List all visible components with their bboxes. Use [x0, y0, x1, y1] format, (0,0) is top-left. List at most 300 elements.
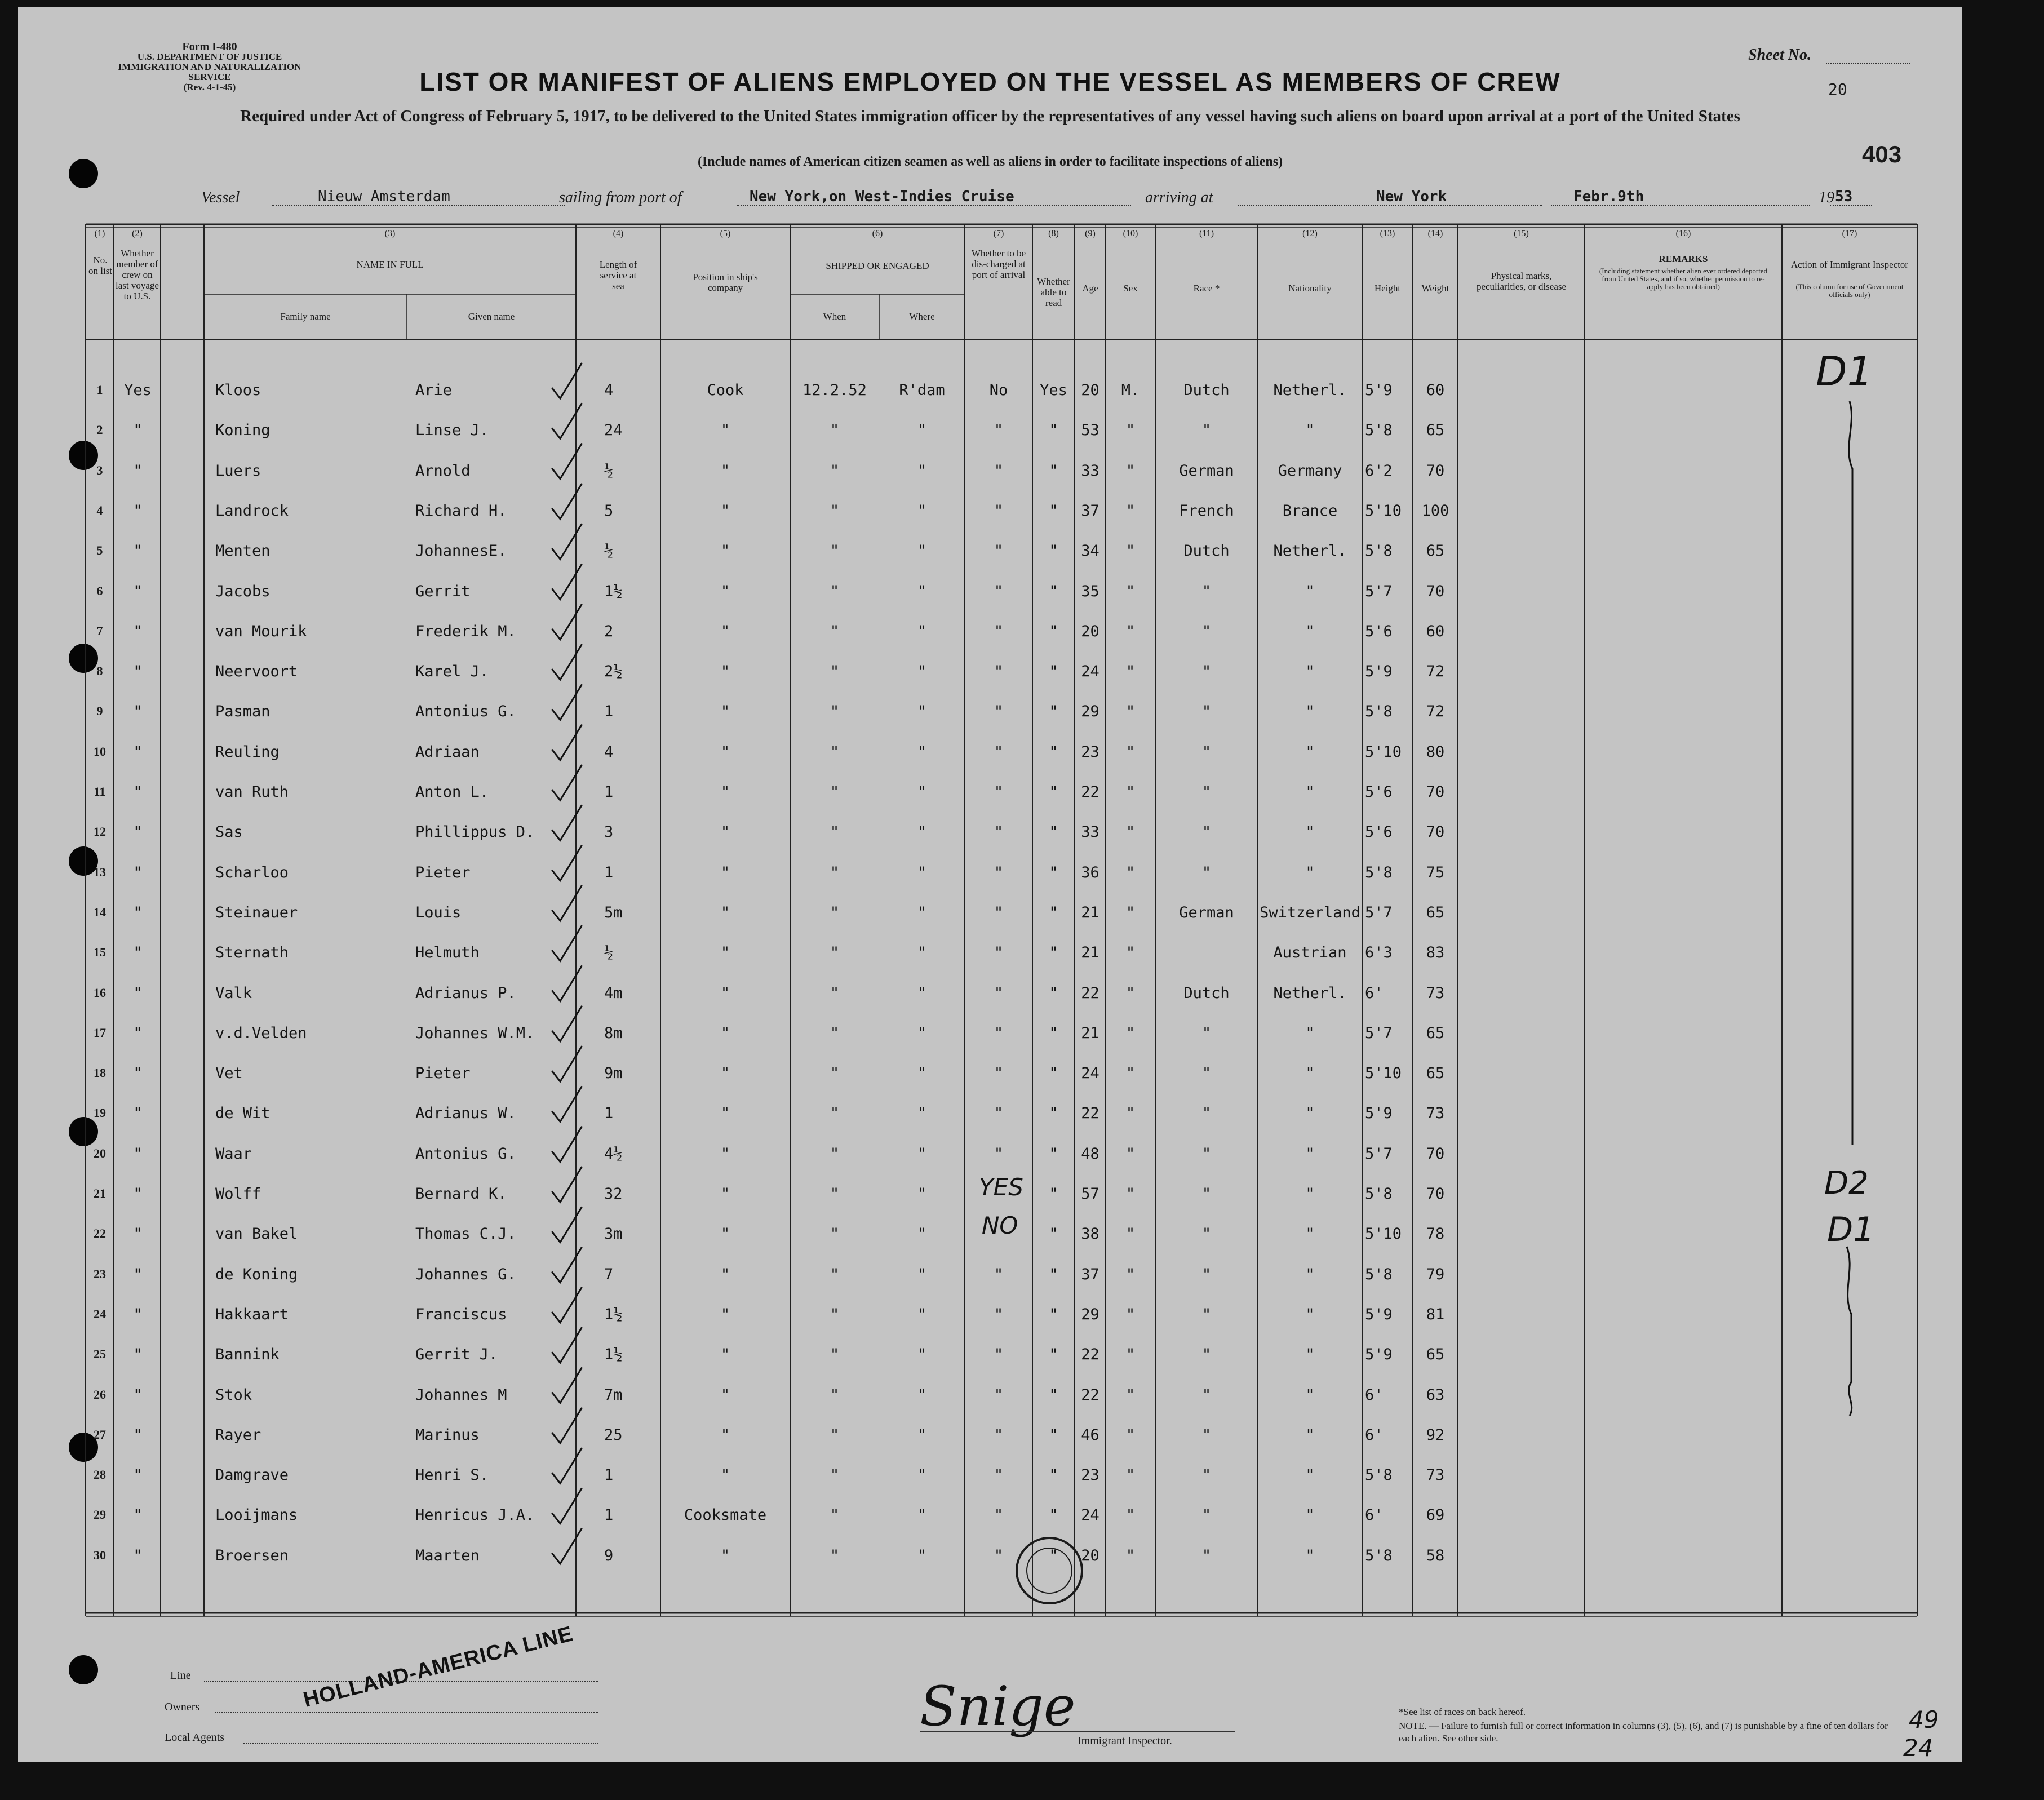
cell-prev-voyage: "	[133, 663, 143, 681]
cell-weight: 70	[1426, 1145, 1445, 1163]
cell-family-name: Damgrave	[215, 1466, 289, 1484]
cell-able-to-read: "	[1049, 1346, 1058, 1364]
cell-race: "	[1201, 663, 1212, 681]
vessel-label: Vessel	[201, 189, 240, 206]
col-17-header: Action of Immigrant Inspector	[1790, 259, 1909, 270]
cell-position: Cook	[707, 382, 744, 399]
cell-weight: 60	[1426, 382, 1445, 399]
cell-discharge: "	[994, 903, 1004, 921]
col-8-number: (8)	[1048, 229, 1059, 238]
col-6a-header: When	[823, 311, 846, 322]
cell-weight: 92	[1426, 1426, 1445, 1444]
cell-age: 57	[1081, 1185, 1099, 1203]
row-number: 5	[96, 543, 103, 558]
cell-discharge: "	[994, 944, 1004, 962]
col-16-number: (16)	[1675, 229, 1691, 238]
cell-height: 5'7	[1365, 1024, 1393, 1042]
cell-service-length: 5m	[604, 903, 623, 921]
cell-family-name: Broersen	[215, 1546, 289, 1564]
cell-height: 5'6	[1365, 783, 1393, 801]
row-number: 15	[94, 945, 106, 960]
cell-family-name: Scharloo	[215, 863, 289, 881]
cell-race: "	[1201, 1346, 1212, 1364]
cell-weight: 63	[1426, 1386, 1445, 1404]
cell-given-name: Adrianus W.	[415, 1105, 516, 1123]
cell-age: 37	[1081, 1265, 1099, 1283]
cell-position: "	[720, 1065, 730, 1083]
row-number: 23	[94, 1266, 106, 1281]
cell-family-name: van Mourik	[215, 622, 307, 640]
cell-nationality: "	[1305, 1145, 1315, 1163]
col-5-number: (5)	[720, 229, 731, 238]
cell-family-name: Looijmans	[215, 1506, 298, 1524]
cell-nationality: "	[1305, 1265, 1315, 1283]
vessel-name: Nieuw Amsterdam	[318, 188, 450, 205]
company-stamp: HOLLAND-AMERICA LINE	[301, 1622, 576, 1712]
cell-race: "	[1201, 422, 1212, 440]
cell-weight: 65	[1426, 1065, 1445, 1083]
cell-given-name: Linse J.	[415, 422, 489, 440]
cell-given-name: Phillippus D.	[415, 823, 535, 841]
cell-race: "	[1201, 1105, 1212, 1123]
cell-given-name: Louis	[415, 903, 462, 921]
cell-prev-voyage: "	[133, 1024, 143, 1042]
cell-nationality: "	[1305, 1065, 1315, 1083]
row-number: 7	[96, 623, 103, 638]
cell-race: "	[1201, 1506, 1212, 1524]
cell-race: "	[1201, 1185, 1212, 1203]
cell-race: "	[1201, 703, 1212, 721]
cell-shipped-where: "	[917, 1265, 927, 1283]
cell-prev-voyage: "	[133, 1386, 143, 1404]
check-mark	[552, 846, 582, 881]
cell-given-name: Arie	[415, 382, 453, 399]
cell-discharge: "	[994, 622, 1004, 640]
check-mark	[552, 524, 582, 559]
cell-shipped-when: "	[830, 422, 840, 440]
cell-position: "	[720, 1265, 730, 1283]
cell-discharge: "	[994, 462, 1004, 480]
check-mark	[552, 765, 582, 800]
check-mark	[552, 363, 582, 398]
row-number: 22	[94, 1226, 106, 1241]
check-mark	[552, 404, 582, 438]
cell-position: "	[720, 1305, 730, 1323]
handwritten-d2: D2	[1824, 1165, 1869, 1202]
col-6-header: SHIPPED OR ENGAGED	[826, 260, 929, 271]
col-10-number: (10)	[1123, 229, 1138, 238]
cell-nationality: "	[1305, 1225, 1315, 1243]
cell-height: 5'9	[1365, 663, 1393, 681]
cell-position: "	[720, 502, 730, 520]
check-mark	[552, 1328, 582, 1363]
col-3b-header: Given name	[468, 311, 515, 322]
cell-service-length: 3	[604, 823, 614, 841]
row-number: 10	[94, 744, 106, 759]
col-7-header: Whether to be dis-charged at port of arrival	[971, 248, 1026, 280]
handwritten-no: NO	[982, 1212, 1018, 1239]
cell-shipped-when: "	[830, 542, 840, 560]
cell-family-name: Stok	[215, 1386, 252, 1404]
cell-service-length: 4	[604, 743, 614, 761]
races-note: *See list of races on back hereof.	[1399, 1706, 1526, 1717]
row-number: 14	[94, 905, 106, 919]
cell-race: "	[1201, 823, 1212, 841]
cell-race: French	[1179, 502, 1234, 520]
cell-service-length: 8m	[604, 1024, 623, 1042]
col-1-header: No. on list	[88, 255, 113, 276]
cell-service-length: 1	[604, 783, 614, 801]
cell-position: "	[720, 542, 730, 560]
col-15-number: (15)	[1514, 229, 1529, 238]
cell-discharge: "	[994, 1546, 1004, 1564]
cell-able-to-read: "	[1049, 1065, 1058, 1083]
cell-family-name: Wolff	[215, 1185, 261, 1203]
cell-prev-voyage: "	[133, 1065, 143, 1083]
cell-race: "	[1201, 1466, 1212, 1484]
cell-given-name: Henri S.	[415, 1466, 489, 1484]
cell-able-to-read: "	[1049, 1185, 1058, 1203]
cell-able-to-read: "	[1049, 1466, 1058, 1484]
cell-family-name: Luers	[215, 462, 261, 480]
cell-weight: 72	[1426, 703, 1445, 721]
cell-position: "	[720, 1346, 730, 1364]
col-1-number: (1)	[94, 229, 105, 238]
cell-discharge: "	[994, 863, 1004, 881]
cell-service-length: 1	[604, 1105, 614, 1123]
cell-weight: 60	[1426, 622, 1445, 640]
row-number: 13	[94, 864, 106, 879]
cell-age: 29	[1081, 1305, 1099, 1323]
cell-position: "	[720, 863, 730, 881]
cell-discharge: "	[994, 1105, 1004, 1123]
cell-family-name: Landrock	[215, 502, 289, 520]
cell-position: "	[720, 984, 730, 1002]
cell-prev-voyage: "	[133, 422, 143, 440]
cell-race: German	[1179, 462, 1234, 480]
cell-position: "	[720, 1546, 730, 1564]
inspector-label: Immigrant Inspector.	[1078, 1735, 1172, 1747]
cell-nationality: "	[1305, 1466, 1315, 1484]
col-12-header: Nationality	[1288, 283, 1332, 294]
check-mark	[552, 1448, 582, 1483]
cell-race: German	[1179, 903, 1234, 921]
cell-height: 5'9	[1365, 1305, 1393, 1323]
cell-sex: "	[1125, 823, 1136, 841]
cell-shipped-where: "	[917, 1426, 927, 1444]
cell-position: "	[720, 944, 730, 962]
cell-discharge: "	[994, 703, 1004, 721]
cell-nationality: Germany	[1278, 462, 1342, 480]
cell-shipped-when: "	[830, 1024, 840, 1042]
check-mark	[552, 886, 582, 921]
cell-sex: "	[1125, 422, 1136, 440]
cell-age: 33	[1081, 823, 1099, 841]
row-number: 17	[94, 1025, 106, 1040]
penalty-note-prefix: NOTE.	[1399, 1721, 1427, 1731]
cell-able-to-read: Yes	[1040, 382, 1067, 399]
cell-prev-voyage: "	[133, 1185, 143, 1203]
cell-prev-voyage: "	[133, 783, 143, 801]
cell-shipped-when: "	[830, 1546, 840, 1564]
cell-height: 6'3	[1365, 944, 1393, 962]
cell-given-name: Frederik M.	[415, 622, 516, 640]
cell-service-length: 9m	[604, 1065, 623, 1083]
cell-sex: "	[1125, 703, 1136, 721]
col-13-header: Height	[1374, 283, 1401, 294]
cell-family-name: Neervoort	[215, 663, 298, 681]
cell-given-name: Arnold	[415, 462, 471, 480]
cell-nationality: "	[1305, 823, 1315, 841]
cell-service-length: 5	[604, 502, 614, 520]
cell-prev-voyage: "	[133, 1225, 143, 1243]
cell-age: 34	[1081, 542, 1099, 560]
col-9-header: Age	[1082, 283, 1098, 294]
cell-given-name: Antonius G.	[415, 703, 516, 721]
col-7-number: (7)	[993, 229, 1004, 238]
cell-family-name: van Ruth	[215, 783, 289, 801]
cell-sex: "	[1125, 1265, 1136, 1283]
cell-height: 5'7	[1365, 582, 1393, 600]
cell-age: 36	[1081, 863, 1099, 881]
penalty-note	[1399, 1720, 1895, 1745]
cell-nationality: "	[1305, 1386, 1315, 1404]
subtitle-note: (Include names of American citizen seamen as well as aliens in order to facilitate inspections of aliens)	[697, 154, 1283, 169]
col-6-number: (6)	[872, 229, 883, 238]
cell-race: "	[1201, 1145, 1212, 1163]
cell-given-name: Antonius G.	[415, 1145, 516, 1163]
arrival-date: Febr.9th	[1573, 188, 1644, 205]
row-number: 21	[94, 1186, 106, 1200]
manifest-page	[18, 7, 1962, 1762]
cell-weight: 65	[1426, 1346, 1445, 1364]
cell-able-to-read: "	[1049, 622, 1058, 640]
cell-nationality: "	[1305, 743, 1315, 761]
cell-given-name: Bernard K.	[415, 1185, 507, 1203]
cell-shipped-where: "	[917, 582, 927, 600]
cell-age: 20	[1081, 382, 1099, 399]
cell-discharge: "	[994, 1265, 1004, 1283]
cell-family-name: Bannink	[215, 1346, 280, 1364]
cell-discharge: "	[994, 1024, 1004, 1042]
cell-weight: 80	[1426, 743, 1445, 761]
cell-shipped-when: "	[830, 1105, 840, 1123]
cell-height: 5'8	[1365, 422, 1393, 440]
cell-service-length: 1½	[604, 582, 623, 600]
cell-able-to-read: "	[1049, 1145, 1058, 1163]
cell-weight: 81	[1426, 1305, 1445, 1323]
cell-shipped-where: "	[917, 944, 927, 962]
cell-given-name: JohannesE.	[415, 542, 507, 560]
cell-position: "	[720, 1225, 730, 1243]
cell-given-name: Helmuth	[415, 944, 480, 962]
col-16-subheader: (Including statement whether alien ever ordered deported from United States, and if so, whether permission to re-apply has been obtained)	[1599, 267, 1768, 291]
row-number: 3	[96, 463, 103, 477]
check-mark	[552, 1248, 582, 1283]
cell-shipped-where: "	[917, 1546, 927, 1564]
cell-prev-voyage: "	[133, 1546, 143, 1564]
cell-shipped-where: "	[917, 863, 927, 881]
cell-shipped-when: "	[830, 582, 840, 600]
cell-prev-voyage: "	[133, 863, 143, 881]
cell-prev-voyage: "	[133, 1426, 143, 1444]
cell-position: "	[720, 1466, 730, 1484]
cell-position: "	[720, 743, 730, 761]
cell-discharge: "	[994, 1305, 1004, 1323]
cell-discharge: "	[994, 422, 1004, 440]
col-11-header: Race *	[1193, 283, 1220, 294]
cell-able-to-read: "	[1049, 823, 1058, 841]
cell-shipped-where: "	[917, 462, 927, 480]
cell-sex: "	[1125, 462, 1136, 480]
cell-family-name: Menten	[215, 542, 271, 560]
cell-weight: 73	[1426, 1105, 1445, 1123]
cell-weight: 65	[1426, 422, 1445, 440]
cell-age: 38	[1081, 1225, 1099, 1243]
col-4-header: Length of service at sea	[599, 259, 637, 291]
cell-height: 6'2	[1365, 462, 1393, 480]
cell-age: 24	[1081, 1065, 1099, 1083]
cell-given-name: Johannes G.	[415, 1265, 516, 1283]
cell-discharge: "	[994, 1145, 1004, 1163]
cell-weight: 70	[1426, 462, 1445, 480]
cell-family-name: Rayer	[215, 1426, 261, 1444]
cell-prev-voyage: Yes	[124, 382, 152, 399]
revision: (Rev. 4-1-45)	[183, 82, 236, 92]
cell-height: 5'8	[1365, 542, 1393, 560]
check-mark	[552, 1529, 582, 1564]
cell-height: 5'8	[1365, 863, 1393, 881]
page-number: 403	[1862, 141, 1902, 167]
cell-prev-voyage: "	[133, 1145, 143, 1163]
cell-sex: "	[1125, 1426, 1136, 1444]
handwritten-d1-top: D1	[1816, 348, 1873, 395]
cell-prev-voyage: "	[133, 462, 143, 480]
cell-height: 5'7	[1365, 903, 1393, 921]
cell-nationality: "	[1305, 1024, 1315, 1042]
cell-shipped-where: "	[917, 1386, 927, 1404]
cell-sex: "	[1125, 863, 1136, 881]
cell-height: 5'8	[1365, 703, 1393, 721]
cell-shipped-when: "	[830, 502, 840, 520]
cell-age: 48	[1081, 1145, 1099, 1163]
check-mark	[552, 1207, 582, 1242]
cell-weight: 100	[1421, 502, 1449, 520]
cell-shipped-when: "	[830, 1145, 840, 1163]
cell-shipped-when: "	[830, 863, 840, 881]
form-number: Form I-480	[182, 41, 237, 53]
cell-age: 21	[1081, 944, 1099, 962]
check-mark	[552, 966, 582, 1001]
cell-age: 29	[1081, 703, 1099, 721]
cell-height: 5'10	[1365, 1225, 1402, 1243]
cell-discharge: "	[994, 1466, 1004, 1484]
cell-position: "	[720, 1105, 730, 1123]
sailing-label: sailing from port of	[559, 189, 682, 206]
cell-height: 5'6	[1365, 622, 1393, 640]
cell-race: "	[1201, 743, 1212, 761]
cell-prev-voyage: "	[133, 743, 143, 761]
cell-able-to-read: "	[1049, 703, 1058, 721]
cell-age: 35	[1081, 582, 1099, 600]
cell-sex: "	[1125, 1024, 1136, 1042]
cell-given-name: Johannes W.M.	[415, 1024, 535, 1042]
cell-weight: 65	[1426, 542, 1445, 560]
cell-shipped-when: "	[830, 823, 840, 841]
cell-height: 5'10	[1365, 502, 1402, 520]
corner-number-a: 49	[1909, 1706, 1939, 1734]
cell-shipped-when: "	[830, 1466, 840, 1484]
cell-position: "	[720, 422, 730, 440]
inspector-signature: Snige	[920, 1675, 1076, 1738]
cell-given-name: Gerrit J.	[415, 1346, 498, 1364]
line-label: Line	[170, 1669, 191, 1682]
cell-family-name: Reuling	[215, 743, 280, 761]
row-number: 28	[94, 1468, 106, 1482]
cell-given-name: Karel J.	[415, 663, 489, 681]
cell-service-length: 7m	[604, 1386, 623, 1404]
handwritten-d1-mid: D1	[1827, 1210, 1875, 1249]
cell-service-length: 2	[604, 622, 614, 640]
col-3a-header: Family name	[280, 311, 331, 322]
row-number: 30	[94, 1548, 106, 1562]
cell-prev-voyage: "	[133, 703, 143, 721]
cell-race: "	[1201, 1305, 1212, 1323]
col-10-header: Sex	[1123, 283, 1138, 294]
col-2-header: Whether member of crew on last voyage to U.S.	[116, 248, 159, 302]
cell-nationality: "	[1305, 1185, 1315, 1203]
cell-race: "	[1201, 863, 1212, 881]
cell-shipped-where: "	[917, 1346, 927, 1364]
cell-sex: "	[1125, 663, 1136, 681]
local-agents-label: Local Agents	[165, 1731, 225, 1744]
row-number: 4	[96, 503, 103, 517]
cell-shipped-when: "	[830, 984, 840, 1002]
cell-shipped-where: "	[917, 783, 927, 801]
cell-discharge: "	[994, 823, 1004, 841]
cell-able-to-read: "	[1049, 663, 1058, 681]
cell-sex: "	[1125, 1185, 1136, 1203]
cell-family-name: Sternath	[215, 944, 289, 962]
cell-given-name: Richard H.	[415, 502, 507, 520]
page-title: LIST OR MANIFEST OF ALIENS EMPLOYED ON THE VESSEL AS MEMBERS OF CREW	[419, 67, 1561, 96]
cell-service-length: 1	[604, 1466, 614, 1484]
cell-shipped-where: "	[917, 823, 927, 841]
row-number: 8	[96, 664, 103, 679]
cell-height: 5'10	[1365, 743, 1402, 761]
cell-nationality: Switzerland	[1260, 903, 1360, 921]
cell-prev-voyage: "	[133, 1346, 143, 1364]
cell-position: "	[720, 1185, 730, 1203]
cell-shipped-where: "	[917, 542, 927, 560]
row-number: 12	[94, 824, 106, 839]
cell-race: "	[1201, 1386, 1212, 1404]
cell-height: 5'9	[1365, 1105, 1393, 1123]
row-number: 18	[94, 1066, 106, 1080]
cell-given-name: Gerrit	[415, 582, 471, 600]
col-16-header: REMARKS	[1659, 254, 1708, 264]
cell-family-name: Vet	[215, 1065, 243, 1083]
row-number: 19	[94, 1106, 106, 1120]
cell-discharge: "	[994, 502, 1004, 520]
cell-shipped-when: "	[830, 622, 840, 640]
cell-shipped-when: "	[830, 703, 840, 721]
cell-shipped-when: "	[830, 1225, 840, 1243]
sheet-label: Sheet No.	[1748, 46, 1811, 64]
cell-weight: 78	[1426, 1225, 1445, 1243]
row-number: 1	[96, 383, 103, 397]
cell-weight: 79	[1426, 1265, 1445, 1283]
